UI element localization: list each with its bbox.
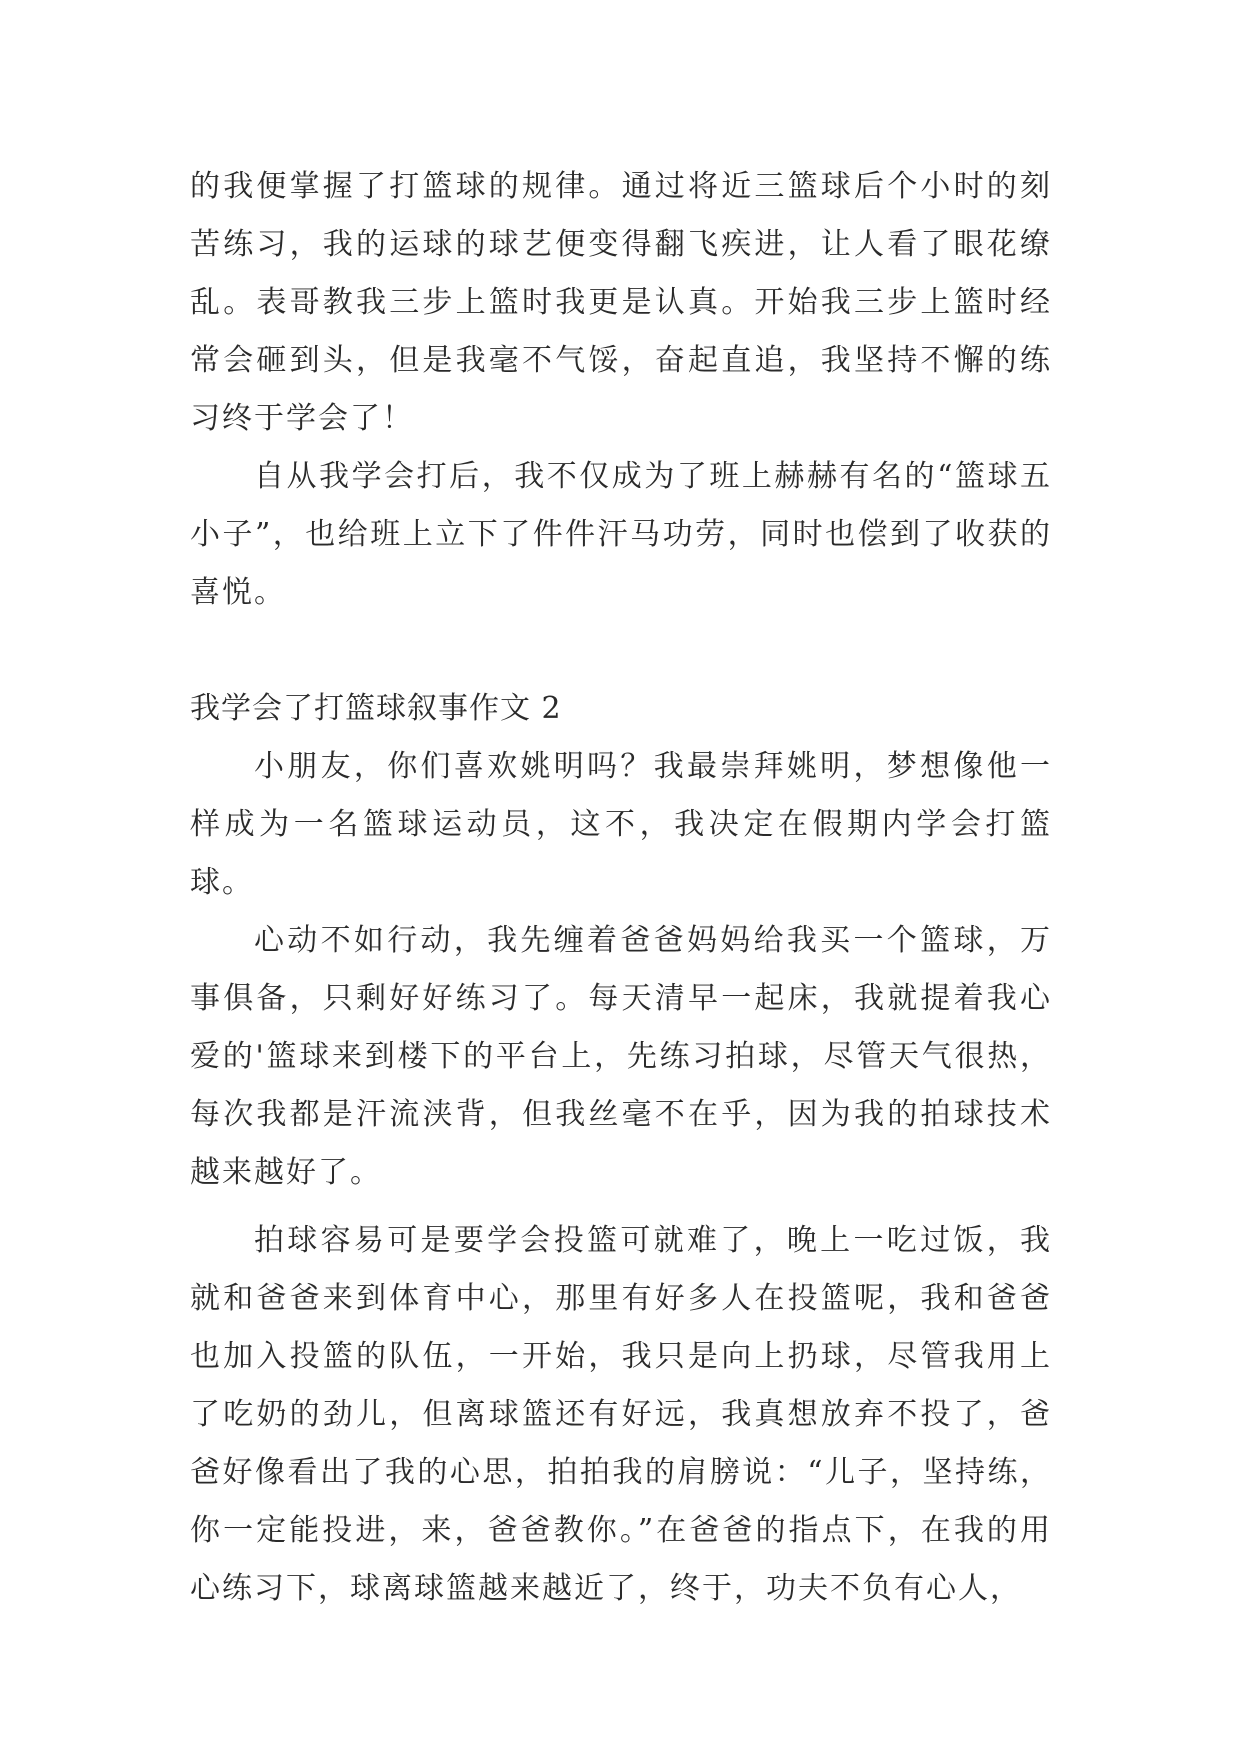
- paragraph: 小朋友，你们喜欢姚明吗？我最崇拜姚明，梦想像他一样成为一名篮球运动员，这不，我决定在假期内学会打篮球。: [190, 749, 1052, 900]
- document-body: [190, 158, 1052, 1618]
- paragraph: 自从我学会打后，我不仅成为了班上赫赫有名的“篮球五小子”，也给班上立下了件件汗马功劳，同时也偿到了收获的喜悦。: [190, 459, 1052, 610]
- section-heading: 我学会了打篮球叙事作文 2: [190, 691, 562, 726]
- paragraph-continuation: 的我便掌握了打篮球的规律。通过将近三篮球后个小时的刻苦练习，我的运球的球艺便变得翻飞疾进，让人看了眼花缭乱。表哥教我三步上篮时我更是认真。开始我三步上篮时经常会砸到头，但是我毫不气馁，奋起直追，我坚持不懈的练习终于学会了！: [190, 169, 1052, 436]
- section-spacer: [190, 622, 1052, 680]
- paragraph-spacer: [190, 1202, 1052, 1212]
- paragraph: 心动不如行动，我先缠着爸爸妈妈给我买一个篮球，万事俱备，只剩好好练习了。每天清早一起床，我就提着我心爱的'篮球来到楼下的平台上，先练习拍球，尽管天气很热，每次我都是汗流浃背，但我丝毫不在乎，因为我的拍球技术越来越好了。: [190, 923, 1052, 1190]
- paragraph: 拍球容易可是要学会投篮可就难了，晚上一吃过饭，我就和爸爸来到体育中心，那里有好多人在投篮呢，我和爸爸也加入投篮的队伍，一开始，我只是向上扔球，尽管我用上了吃奶的劲儿，但离球篮还有好远，我真想放弃不投了，爸爸好像看出了我的心思，拍拍我的肩膀说：“儿子，坚持练，你一定能投进，来，爸爸教你。”在爸爸的指点下，在我的用心练习下，球离球篮越来越近了，终于，功夫不负有心人，: [190, 1223, 1052, 1606]
